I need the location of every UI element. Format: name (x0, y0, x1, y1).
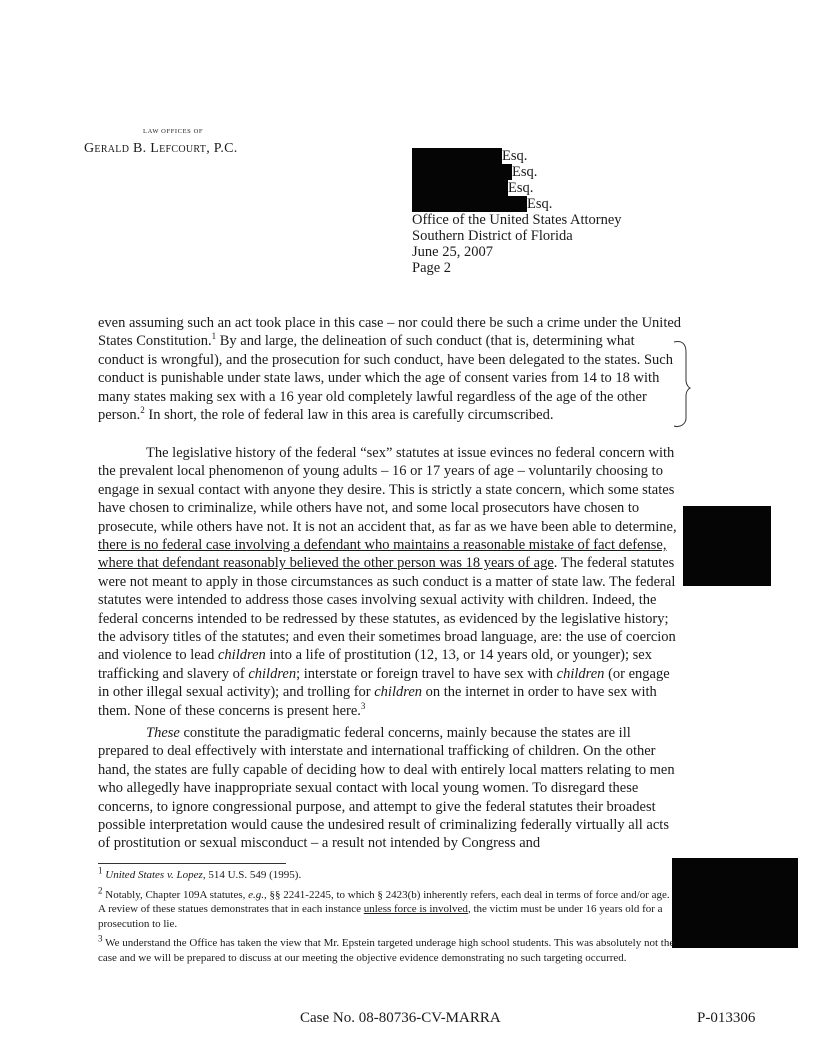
redaction-block-footnote (672, 858, 798, 948)
redaction-box (412, 164, 512, 180)
footnote-2: $^2$ Notably, Chapter 109A statutes, e.g., §§ 2241-2245, to which § 2423(b) inherently refers, each deal in terms of force and/or age. A review of these statues demonstrates that in each instance unless force is involved, the victim must be under 16 years old for a prosecution to lie. (98, 884, 670, 930)
letterhead-small: LAW OFFICES OF (143, 128, 204, 135)
redaction-block-margin (683, 506, 771, 586)
footnote-1: $^1$ United States v. Lopez, 514 U.S. 549 (1995). (98, 865, 302, 881)
redaction-box (412, 196, 527, 212)
redaction-box (412, 148, 502, 164)
letterhead-name: Gerald B. Lefcourt, P.C. (84, 141, 238, 156)
recipient-address (412, 148, 622, 276)
recipient-line-2: Esq. (412, 164, 622, 180)
paragraph-1: even assuming such an act took place in this case – nor could there be such a crime under the United States Constitution.$^1$ By and large, the delineation of such conduct (that is, determining what conduct is wrongful), and the prosecution for such conduct, have been delegated to the states. Such conduct is punishable under state laws, under which the age of consent varies from 14 to 18 with many states making sex with a 16 year old completely lawful regardless of the age of the other person.$^2$ In short, the role of federal law in this area is carefully circumscribed. (98, 315, 682, 424)
footnotes (98, 865, 678, 970)
recipient-line-1: Esq. (412, 148, 622, 164)
underlined-passage: there is no federal case involving a defendant who maintains a reasonable mistake of fact defense, where that defendant reasonably believed the other person was 18 years of age (98, 537, 667, 572)
redaction-box (412, 180, 508, 196)
case-number: Case No. 08-80736-CV-MARRA (300, 1010, 501, 1026)
recipient-line-3: Esq. (412, 180, 622, 196)
recipient-district: Southern District of Florida (412, 228, 573, 244)
recipient-office: Office of the United States Attorney (412, 212, 622, 228)
bates-number: P-013306 (697, 1010, 756, 1026)
letter-date: June 25, 2007 (412, 244, 493, 260)
page-number: Page 2 (412, 260, 452, 276)
paragraph-3: These constitute the paradigmatic federal concerns, mainly because the states are ill prepared to deal effectively with interstate and international trafficking of children. On the other hand, the states are fully capable of deciding how to deal with entirely local matters relating to men who allegedly have inappropriate sexual contact with local young women. To disregard these concerns, to ignore congressional purpose, and attempt to give the federal statutes their broadest possible interpretation would cause the undesired result of criminalizing federally virtually all acts of prostitution or sexual misconduct – a result not intended by Congress and (98, 725, 675, 852)
footnote-rule (98, 863, 286, 864)
footnote-3: $^3$ We understand the Office has taken the view that Mr. Epstein targeted underage high school students. This was absolutely not the case and we will be prepared to discuss at our meeting the objective evidence demonstrating no such targeting occurred. (98, 933, 675, 964)
margin-bracket (672, 340, 692, 430)
recipient-line-4: Esq. (412, 196, 622, 212)
paragraph-2: The legislative history of the federal “sex” statutes at issue evinces no federal concern with the prevalent local phenomenon of young adults – 16 or 17 years of age – voluntarily choosing to engage in sexual contact with anyone they desire. This is strictly a state concern, which some states have chosen to criminalize, while others have not, and some local prosecutors have chosen to prosecute, while others have not. It is not an accident that, as far as we have been able to determine, there is no federal case involving a defendant who maintains a reasonable mistake of fact defense, where that defendant reasonably believed the other person was 18 years of age. The federal statutes were not meant to apply in those circumstances as such conduct is a matter of state law. The federal statutes were intended to address those cases involving sexual activity with children. Indeed, the federal concerns intended to be redressed by these statutes, as evidenced by the legislative history; the advisory titles of the statutes; and even their sometimes broad language, are: the use of coercion and violence to lead children into a life of prostitution (12, 13, or 14 years old, or younger); sex trafficking and slavery of children; interstate or foreign travel to have sex with children (or engage in other illegal sexual activity); and trolling for children on the internet in order to have sex with them. None of these concerns is present here.$^3$ (98, 445, 677, 719)
